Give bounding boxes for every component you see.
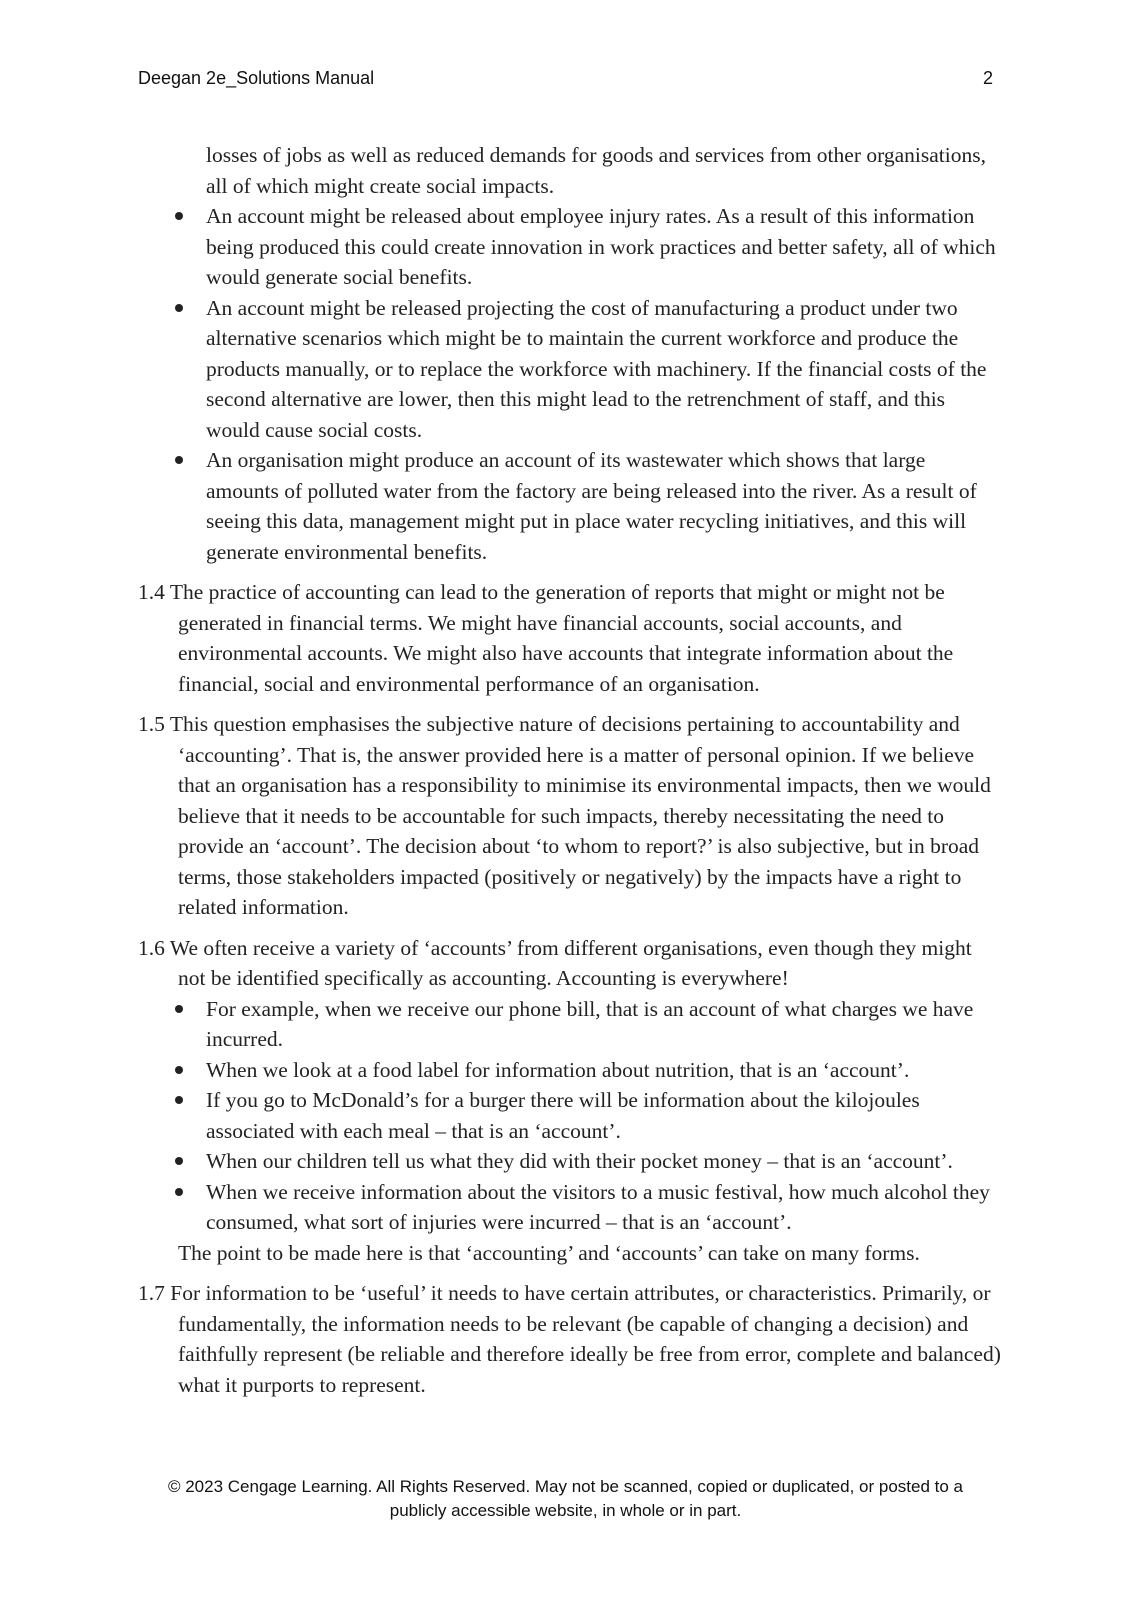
closing-remark: The point to be made here is that ‘accounting’ and ‘accounts’ can take on many forms. [178,1240,920,1265]
question-number: 1.4 [138,580,165,604]
answer-1-4 [138,577,1002,699]
question-number: 1.6 [138,935,165,960]
bullet-list-accounts [138,994,1002,1238]
copyright-footer [138,1475,993,1523]
bullet-icon [175,1096,183,1104]
page-number: 2 [982,68,993,88]
bullet-icon [175,1157,183,1165]
copyright-line-2: publicly accessible website, in whole or in part. [389,1501,742,1520]
copyright-line-1: © 2023 Cengage Learning. All Rights Reserved. May not be scanned, copied or duplicated, or posted to a [167,1477,964,1496]
answer-text: We often receive a variety of ‘accounts’ from different organisations, even though they might not be identified specifically as accounting. Accounting is everywhere! [169,935,972,990]
page-content [138,140,1002,1400]
list-item: When we look at a food label for information about nutrition, that is an ‘account’. [138,1055,1002,1086]
page-header [138,68,993,89]
bullet-icon [175,1188,183,1196]
list-item: If you go to McDonald’s for a burger there will be information about the kilojoules associated with each meal – that is an ‘account’. [138,1085,1002,1146]
bullet-icon [175,212,183,220]
list-item: When our children tell us what they did with their pocket money – that is an ‘account’. [138,1146,1002,1177]
bullet-icon [175,456,183,464]
bullet-icon [175,304,183,312]
continued-paragraph: losses of jobs as well as reduced demands for goods and services from other organisations, all of which might create social impacts. [206,143,986,198]
bullet-icon [175,1005,183,1013]
list-item: For example, when we receive our phone bill, that is an account of what charges we have incurred. [138,994,1002,1055]
bullet-icon [175,1066,183,1074]
list-item: An organisation might produce an account of its wastewater which shows that large amounts of polluted water from the factory are being released into the river. As a result of seeing this data, management might put in place water recycling initiatives, and this will generate environmental benefits. [138,445,1002,567]
answer-1-6 [138,933,1002,1269]
answer-text: This question emphasises the subjective nature of decisions pertaining to accountability and ‘accounting’. That is, the answer provided here is a matter of personal opinion. If we believe that an organisation has a responsibility to minimise its environmental impacts, then we would believe that it needs to be accountable for such impacts, thereby necessitating the need to provide an ‘account’. The decision about ‘to whom to report?’ is also subjective, but in broad terms, those stakeholders impacted (positively or negatively) by the impacts have a right to related information. [169,712,991,919]
answer-text: For information to be ‘useful’ it needs to have certain attributes, or characteristics. Primarily, or fundamentally, the information needs to be relevant (be capable of changing a decision) and faithfully represent (be reliable and therefore ideally be free from error, complete and balanced) what it purports to represent. [170,1281,1001,1397]
question-number: 1.5 [138,712,165,736]
answer-text: The practice of accounting can lead to the generation of reports that might or might not be generated in financial terms. We might have financial accounts, social accounts, and environmental accounts. We might also have accounts that integrate information about the financial, social and environmental performance of an organisation. [169,580,954,696]
list-item: An account might be released about employee injury rates. As a result of this information being produced this could create innovation in work practices and better safety, all of which would generate social benefits. [138,201,1002,293]
document-title: Deegan 2e_Solutions Manual [138,68,375,88]
bullet-list-impacts [138,201,1002,567]
answer-1-5 [138,709,1002,923]
answer-1-7 [138,1278,1002,1400]
list-item: An account might be released projecting the cost of manufacturing a product under two alternative scenarios which might be to maintain the current workforce and produce the products manually, or to replace the workforce with machinery. If the financial costs of the second alternative are lower, then this might lead to the retrenchment of staff, and this would cause social costs. [138,293,1002,446]
list-item: When we receive information about the visitors to a music festival, how much alcohol they consumed, what sort of injuries were incurred – that is an ‘account’. [138,1177,1002,1238]
question-number: 1.7 [138,1281,165,1305]
